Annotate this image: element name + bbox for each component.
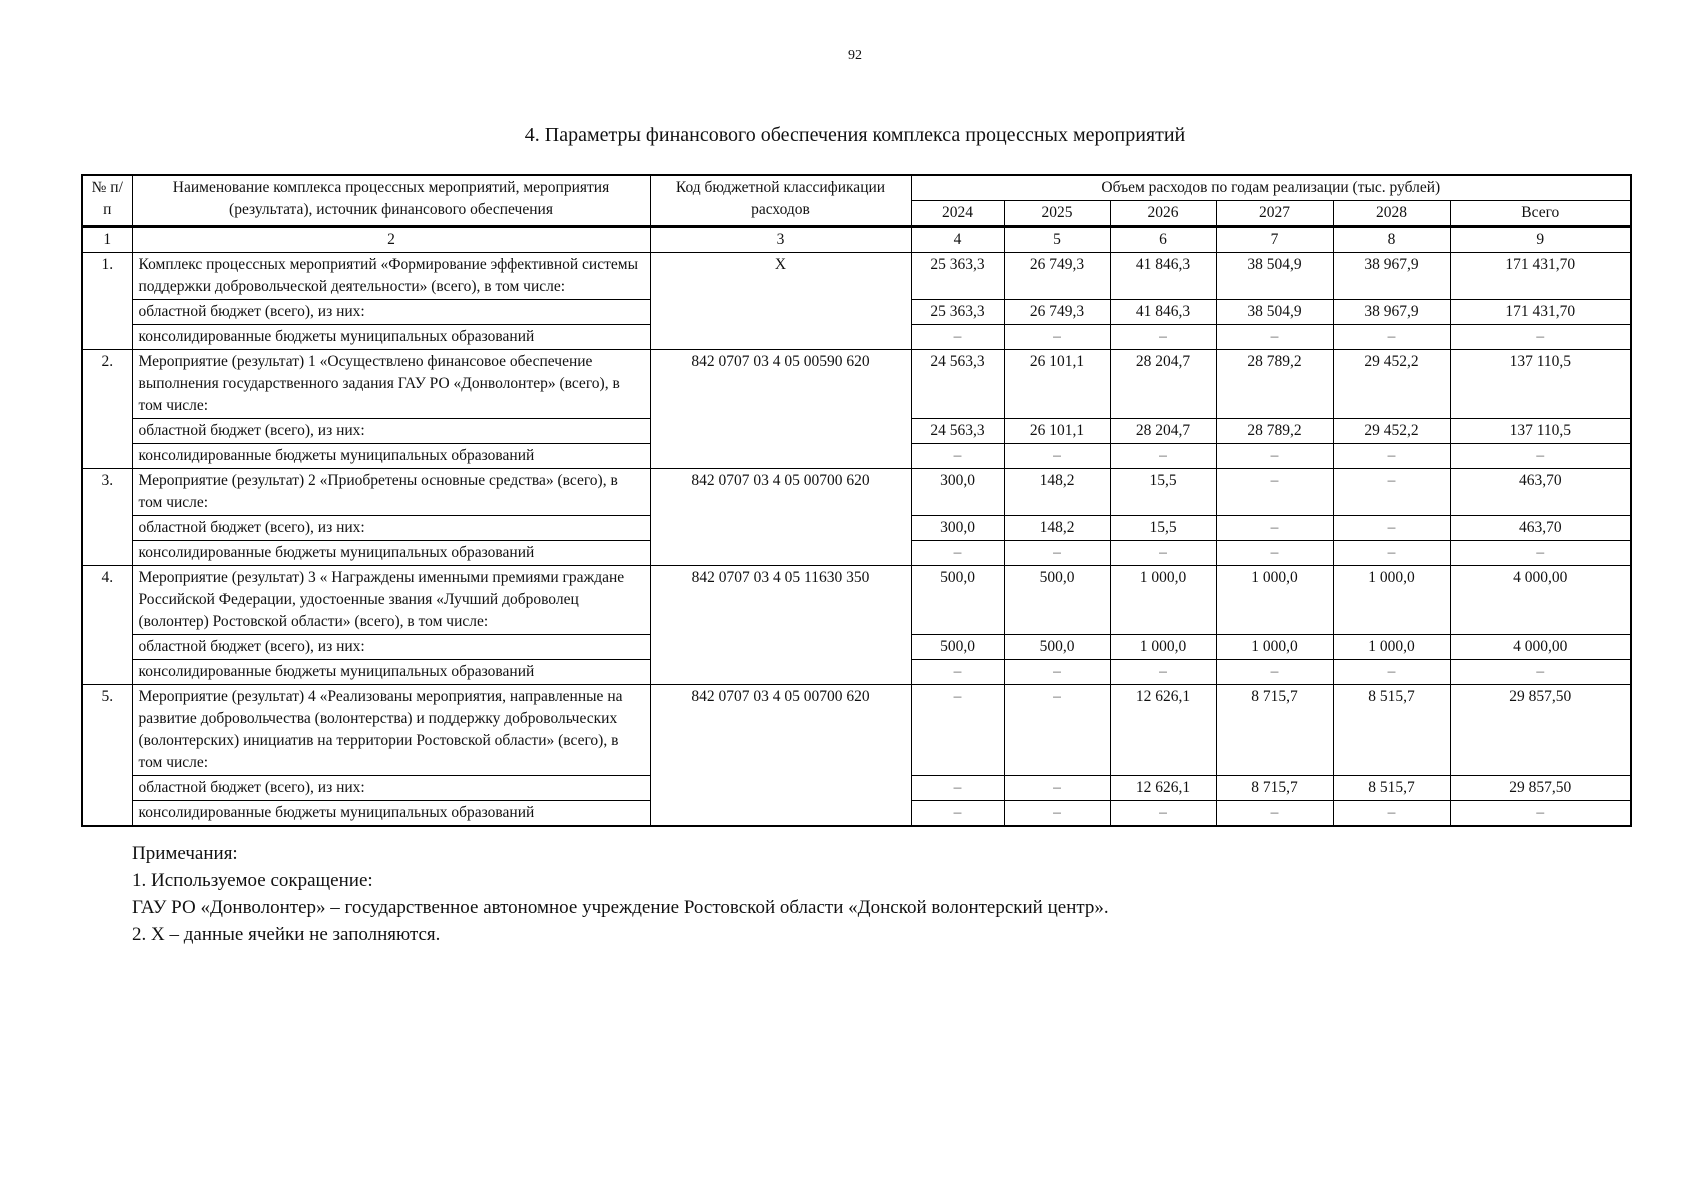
total-value: – <box>1450 444 1631 469</box>
year-value: – <box>1004 801 1110 827</box>
year-value: 25 363,3 <box>911 300 1004 325</box>
year-value: 25 363,3 <box>911 253 1004 300</box>
row-name: консолидированные бюджеты муниципальных образований <box>132 444 650 469</box>
year-value: – <box>1110 541 1216 566</box>
year-value: – <box>1216 444 1333 469</box>
row-number: 4. <box>82 566 132 685</box>
year-value: 1 000,0 <box>1333 566 1450 635</box>
table-row <box>82 469 1631 516</box>
year-value: – <box>1110 325 1216 350</box>
total-value: 4 000,00 <box>1450 566 1631 635</box>
year-value: – <box>1216 660 1333 685</box>
year-value: – <box>1216 469 1333 516</box>
year-value: – <box>911 541 1004 566</box>
year-value: 15,5 <box>1110 516 1216 541</box>
year-value: 28 204,7 <box>1110 350 1216 419</box>
section-title: 4. Параметры финансового обеспечения комплекса процессных мероприятий <box>524 124 1186 146</box>
note-item: ГАУ РО «Донволонтер» – государственное автономное учреждение Ростовской области «Донской волонтерский центр». <box>132 897 1109 918</box>
row-name: областной бюджет (всего), из них: <box>132 635 650 660</box>
year-value: 41 846,3 <box>1110 300 1216 325</box>
column-number: 4 <box>911 227 1004 253</box>
year-value: 8 515,7 <box>1333 685 1450 776</box>
total-value: 137 110,5 <box>1450 419 1631 444</box>
table-row <box>82 350 1631 419</box>
header-year: 2027 <box>1216 201 1333 227</box>
header-volume: Объем расходов по годам реализации (тыс. рублей) <box>911 175 1631 201</box>
year-value: 300,0 <box>911 469 1004 516</box>
year-value: 24 563,3 <box>911 350 1004 419</box>
total-value: 137 110,5 <box>1450 350 1631 419</box>
row-name: Комплекс процессных мероприятий «Формирование эффективной системы поддержки добровольческой деятельности» (всего), в том числе: <box>132 253 650 300</box>
year-value: – <box>1333 444 1450 469</box>
header-year: 2024 <box>911 201 1004 227</box>
year-value: – <box>1333 541 1450 566</box>
note-item: 1. Используемое сокращение: <box>132 870 373 891</box>
year-value: 38 967,9 <box>1333 253 1450 300</box>
column-number: 1 <box>82 227 132 253</box>
note-item: 2. Х – данные ячейки не заполняются. <box>132 924 441 945</box>
year-value: 28 789,2 <box>1216 419 1333 444</box>
year-value: – <box>911 444 1004 469</box>
year-value: 1 000,0 <box>1216 635 1333 660</box>
row-name: областной бюджет (всего), из них: <box>132 776 650 801</box>
year-value: 38 967,9 <box>1333 300 1450 325</box>
row-name: областной бюджет (всего), из них: <box>132 419 650 444</box>
year-value: 26 749,3 <box>1004 300 1110 325</box>
year-value: 1 000,0 <box>1110 635 1216 660</box>
notes-heading: Примечания: <box>132 843 238 864</box>
year-value: – <box>1333 516 1450 541</box>
year-value: – <box>1004 325 1110 350</box>
year-value: 500,0 <box>911 566 1004 635</box>
year-value: 300,0 <box>911 516 1004 541</box>
budget-code: Х <box>650 253 911 350</box>
row-number: 2. <box>82 350 132 469</box>
column-number: 9 <box>1450 227 1631 253</box>
year-value: 28 789,2 <box>1216 350 1333 419</box>
year-value: 38 504,9 <box>1216 300 1333 325</box>
row-name: областной бюджет (всего), из них: <box>132 516 650 541</box>
budget-code: 842 0707 03 4 05 00590 620 <box>650 350 911 469</box>
notes <box>132 840 1109 948</box>
row-name: консолидированные бюджеты муниципальных образований <box>132 541 650 566</box>
year-value: – <box>1004 444 1110 469</box>
year-value: 41 846,3 <box>1110 253 1216 300</box>
column-number: 7 <box>1216 227 1333 253</box>
total-value: – <box>1450 541 1631 566</box>
row-number: 1. <box>82 253 132 350</box>
year-value: 12 626,1 <box>1110 776 1216 801</box>
year-value: 1 000,0 <box>1216 566 1333 635</box>
total-value: 29 857,50 <box>1450 776 1631 801</box>
row-name: консолидированные бюджеты муниципальных образований <box>132 660 650 685</box>
header-year: 2026 <box>1110 201 1216 227</box>
header-code: Код бюджетной классификации расходов <box>650 175 911 227</box>
column-number-row <box>82 227 1631 253</box>
year-value: – <box>1004 685 1110 776</box>
column-number: 3 <box>650 227 911 253</box>
total-value: – <box>1450 660 1631 685</box>
column-number: 2 <box>132 227 650 253</box>
year-value: 26 101,1 <box>1004 350 1110 419</box>
year-value: 500,0 <box>1004 566 1110 635</box>
year-value: 8 715,7 <box>1216 685 1333 776</box>
year-value: 15,5 <box>1110 469 1216 516</box>
header-year: 2028 <box>1333 201 1450 227</box>
year-value: – <box>911 776 1004 801</box>
row-name: консолидированные бюджеты муниципальных образований <box>132 325 650 350</box>
year-value: 12 626,1 <box>1110 685 1216 776</box>
budget-code: 842 0707 03 4 05 00700 620 <box>650 469 911 566</box>
total-value: 171 431,70 <box>1450 300 1631 325</box>
column-number: 6 <box>1110 227 1216 253</box>
row-number: 5. <box>82 685 132 827</box>
year-value: 29 452,2 <box>1333 419 1450 444</box>
table-row <box>82 685 1631 776</box>
year-value: 500,0 <box>911 635 1004 660</box>
header-year: 2025 <box>1004 201 1110 227</box>
year-value: – <box>1110 801 1216 827</box>
year-value: – <box>1110 444 1216 469</box>
year-value: – <box>1333 801 1450 827</box>
row-name: Мероприятие (результат) 4 «Реализованы мероприятия, направленные на развитие добровольчества (волонтерства) и поддержку добровольческих (волонтерских) инициатив на территории Ростовской области» (всего), в том числе: <box>132 685 650 776</box>
total-value: 29 857,50 <box>1450 685 1631 776</box>
page-number: 92 <box>848 48 862 63</box>
year-value: – <box>911 801 1004 827</box>
year-value: 8 515,7 <box>1333 776 1450 801</box>
total-value: 4 000,00 <box>1450 635 1631 660</box>
year-value: – <box>911 325 1004 350</box>
budget-code: 842 0707 03 4 05 11630 350 <box>650 566 911 685</box>
total-value: 463,70 <box>1450 516 1631 541</box>
row-name: Мероприятие (результат) 2 «Приобретены основные средства» (всего), в том числе: <box>132 469 650 516</box>
row-name: Мероприятие (результат) 3 « Награждены именными премиями граждане Российской Федерации, удостоенные звания «Лучший доброволец (волонтер) Ростовской области» (всего), в том числе: <box>132 566 650 635</box>
year-value: 38 504,9 <box>1216 253 1333 300</box>
year-value: – <box>1333 469 1450 516</box>
year-value: 148,2 <box>1004 469 1110 516</box>
year-value: 29 452,2 <box>1333 350 1450 419</box>
year-value: – <box>1004 776 1110 801</box>
year-value: 148,2 <box>1004 516 1110 541</box>
total-value: – <box>1450 801 1631 827</box>
row-name: консолидированные бюджеты муниципальных образований <box>132 801 650 827</box>
header-num: № п/п <box>82 175 132 227</box>
year-value: 24 563,3 <box>911 419 1004 444</box>
year-value: – <box>911 660 1004 685</box>
total-value: 171 431,70 <box>1450 253 1631 300</box>
year-value: – <box>1216 541 1333 566</box>
financial-table <box>81 174 1632 827</box>
year-value: – <box>1110 660 1216 685</box>
year-value: – <box>1004 541 1110 566</box>
year-value: – <box>1004 660 1110 685</box>
total-value: 463,70 <box>1450 469 1631 516</box>
header-total: Всего <box>1450 201 1631 227</box>
year-value: 1 000,0 <box>1333 635 1450 660</box>
row-name: областной бюджет (всего), из них: <box>132 300 650 325</box>
budget-code: 842 0707 03 4 05 00700 620 <box>650 685 911 827</box>
year-value: – <box>1333 325 1450 350</box>
year-value: 8 715,7 <box>1216 776 1333 801</box>
year-value: – <box>911 685 1004 776</box>
year-value: 28 204,7 <box>1110 419 1216 444</box>
year-value: – <box>1216 801 1333 827</box>
header-name: Наименование комплекса процессных мероприятий, мероприятия (результата), источник финансового обеспечения <box>132 175 650 227</box>
table-row <box>82 253 1631 300</box>
row-name: Мероприятие (результат) 1 «Осуществлено финансовое обеспечение выполнения государственного задания ГАУ РО «Донволонтер» (всего), в том числе: <box>132 350 650 419</box>
row-number: 3. <box>82 469 132 566</box>
column-number: 5 <box>1004 227 1110 253</box>
year-value: 26 749,3 <box>1004 253 1110 300</box>
year-value: 26 101,1 <box>1004 419 1110 444</box>
total-value: – <box>1450 325 1631 350</box>
year-value: – <box>1216 516 1333 541</box>
column-number: 8 <box>1333 227 1450 253</box>
year-value: 500,0 <box>1004 635 1110 660</box>
year-value: – <box>1333 660 1450 685</box>
table-row <box>82 566 1631 635</box>
year-value: – <box>1216 325 1333 350</box>
year-value: 1 000,0 <box>1110 566 1216 635</box>
